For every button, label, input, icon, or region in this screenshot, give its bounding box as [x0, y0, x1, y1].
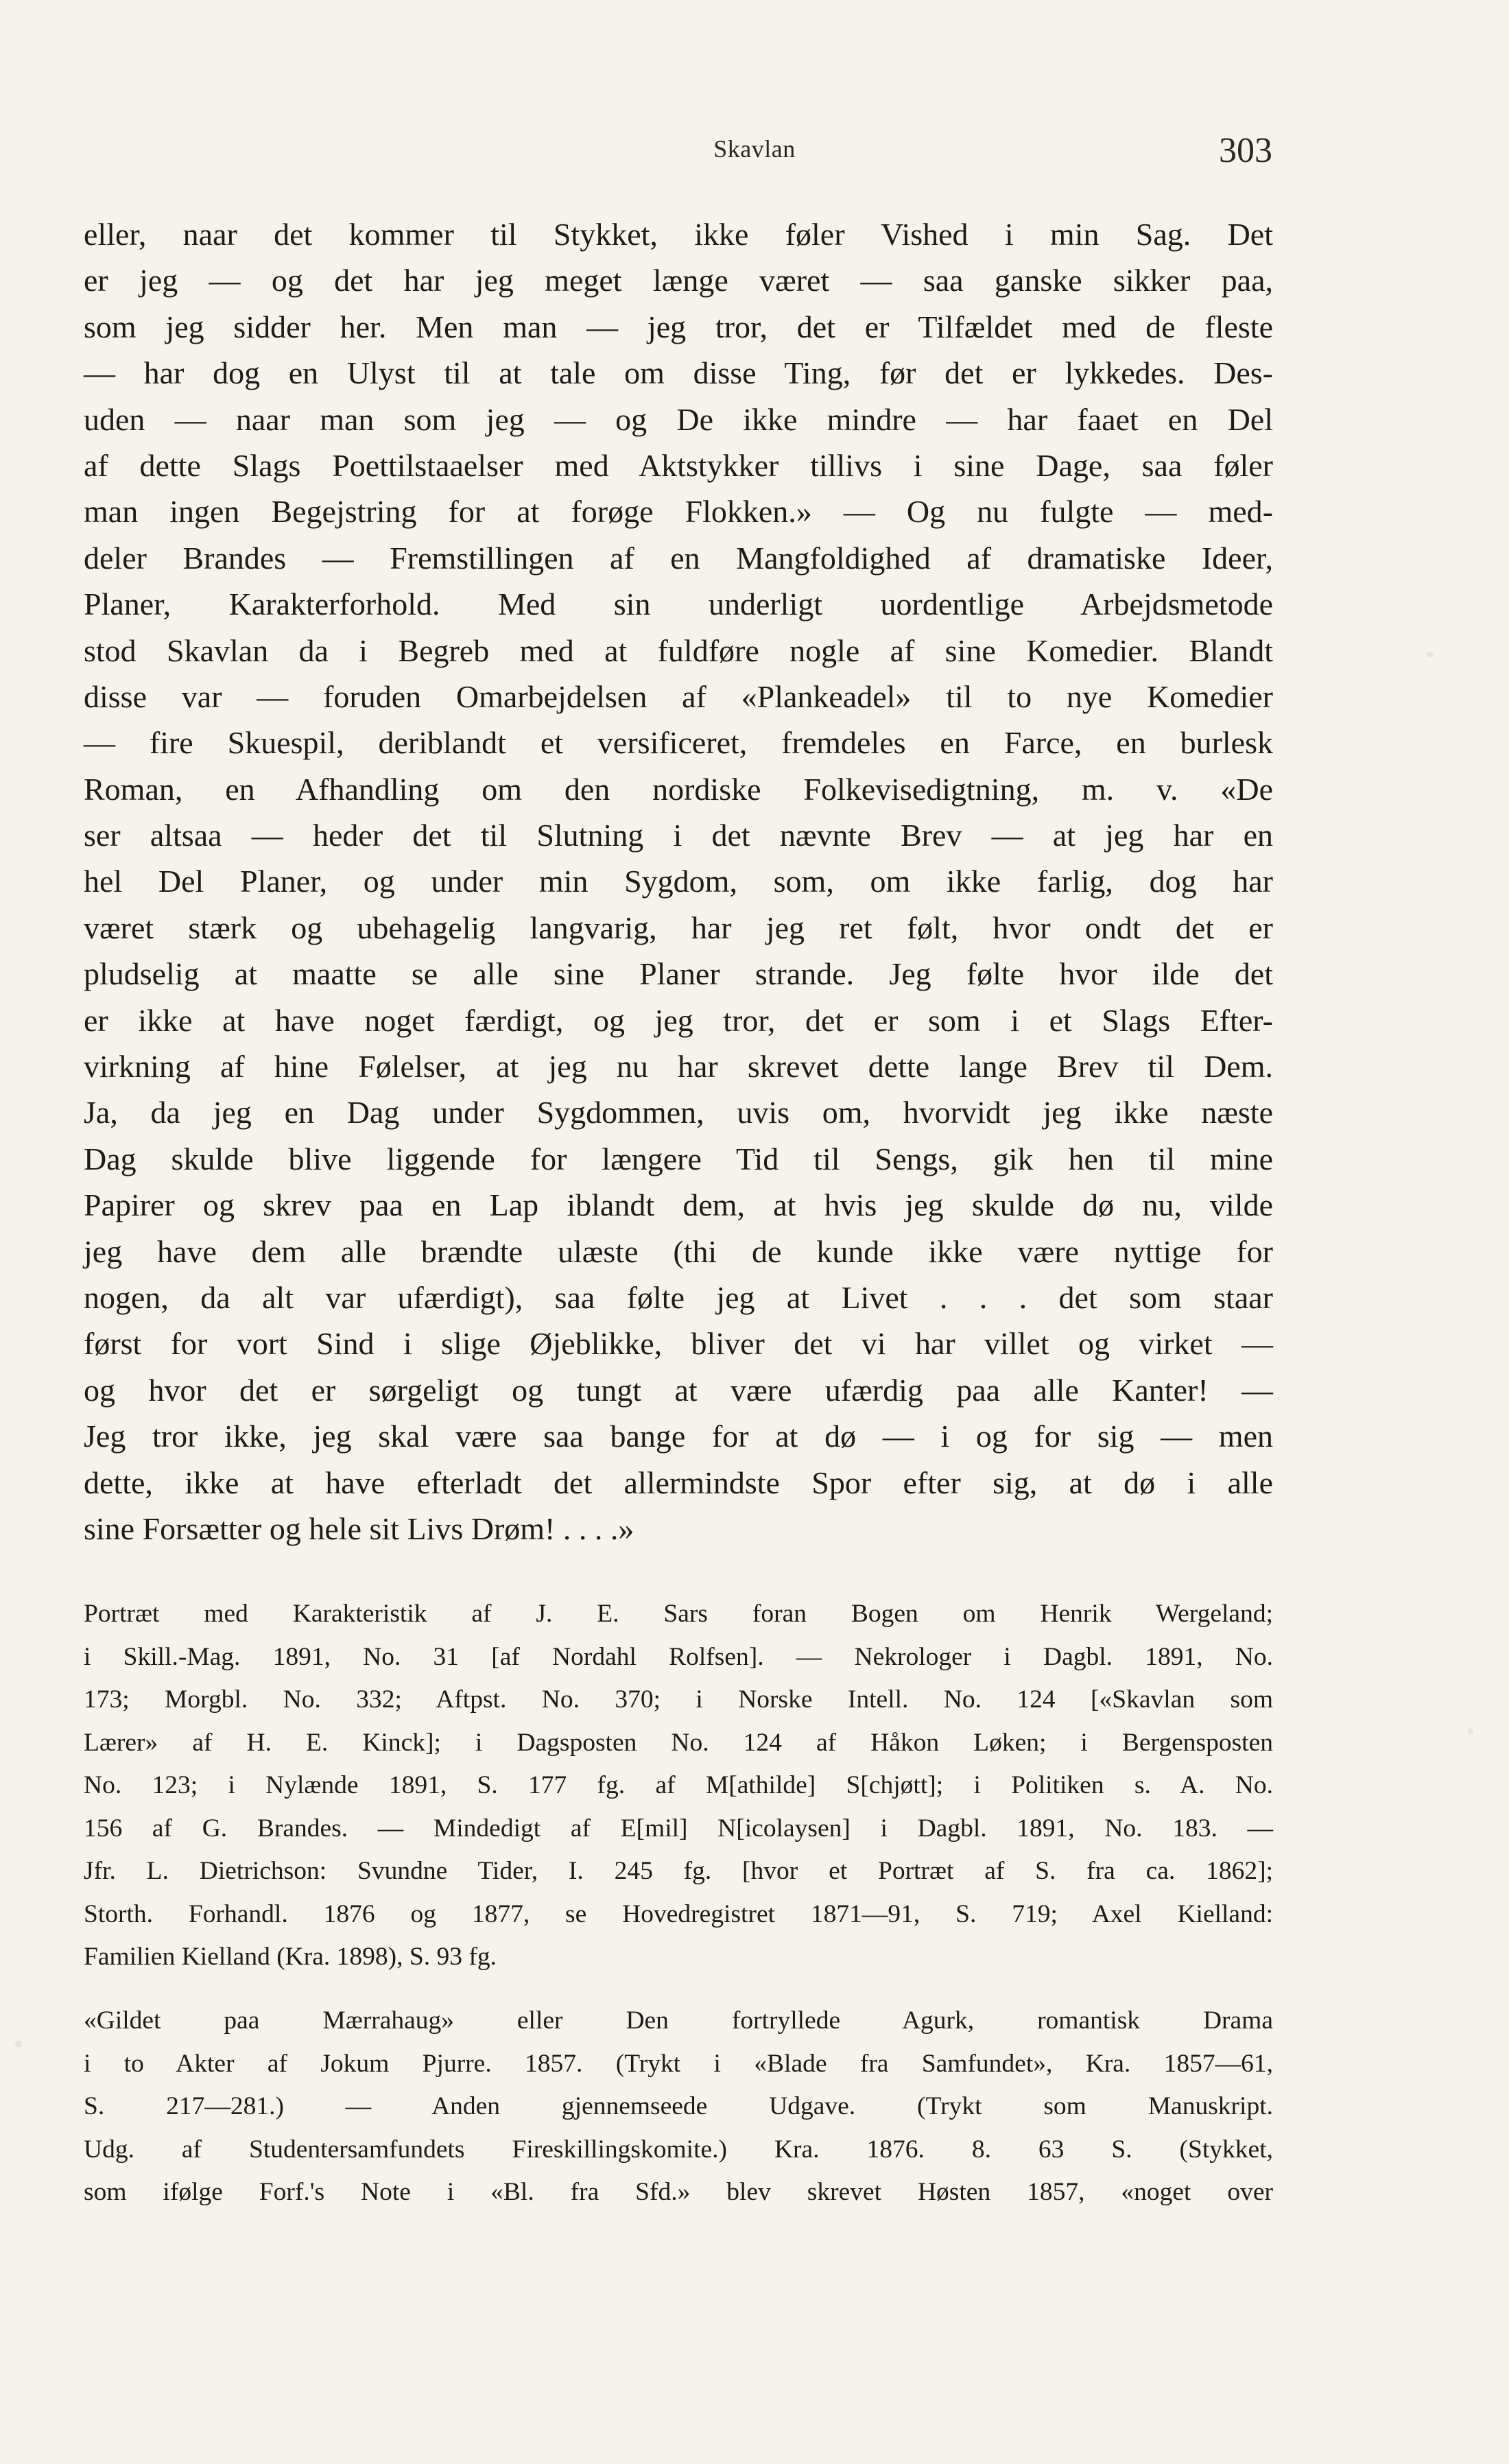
note-line: No. 123; i Nylænde 1891, S. 177 fg. af M[athilde] S[chjøtt]; i Politiken s. A. No.	[84, 1771, 1273, 1799]
text-line: eller, naar det kommer til Stykket, ikke føler Vished i min Sag. Det	[84, 217, 1273, 252]
note-line: 156 af G. Brandes. — Mindedigt af E[mil] N[icolaysen] i Dagbl. 1891, No. 183. —	[84, 1814, 1273, 1843]
note-line: i Skill.-Mag. 1891, No. 31 [af Nordahl Rolfsen]. — Nekrologer i Dagbl. 1891, No.	[84, 1642, 1273, 1671]
note-line: Storth. Forhandl. 1876 og 1877, se Hovedregistret 1871—91, S. 719; Axel Kielland:	[84, 1899, 1273, 1928]
note-line: S. 217—281.) — Anden gjennemseede Udgave. (Trykt som Manuskript.	[84, 2092, 1273, 2120]
text-line: dette, ikke at have efterladt det allermindste Spor efter sig, at dø i alle	[84, 1465, 1273, 1500]
text-line: først for vort Sind i slige Øjeblikke, bliver det vi har villet og virket —	[84, 1326, 1273, 1362]
note-line: Portræt med Karakteristik af J. E. Sars foran Bogen om Henrik Wergeland;	[84, 1600, 1273, 1628]
text-line: virkning af hine Følelser, at jeg nu har skrevet dette lange Brev til Dem.	[84, 1049, 1273, 1085]
note-line: Familien Kielland (Kra. 1898), S. 93 fg.	[84, 1943, 497, 1971]
text-line: man ingen Begejstring for at forøge Flokken.» — Og nu fulgte — med-	[84, 494, 1273, 530]
paper-spot	[15, 2041, 22, 2048]
text-line: af dette Slags Poettilstaaelser med Aktstykker tillivs i sine Dage, saa føler	[84, 447, 1273, 483]
text-line: disse var — foruden Omarbejdelsen af «Plankeadel» til to nye Komedier	[84, 678, 1273, 714]
text-line: uden — naar man som jeg — og De ikke mindre — har faaet en Del	[84, 401, 1273, 437]
text-line: som jeg sidder her. Men man — jeg tror, det er Tilfældet med de fleste	[84, 309, 1273, 344]
text-line: Planer, Karakterforhold. Med sin underligt uordentlige Arbejdsmetode	[84, 587, 1273, 622]
text-line: Papirer og skrev paa en Lap iblandt dem, at hvis jeg skulde dø nu, vilde	[84, 1187, 1273, 1223]
note-line: Jfr. L. Dietrichson: Svundne Tider, I. 245 fg. [hvor et Portræt af S. fra ca. 1862];	[84, 1857, 1273, 1885]
text-line: er jeg — og det har jeg meget længe været — saa ganske sikker paa,	[84, 263, 1273, 298]
paper-spot	[1427, 652, 1434, 657]
bibliography-portraits	[84, 1593, 1273, 1979]
text-line: Dag skulde blive liggende for længere Tid til Sengs, gik hen til mine	[84, 1141, 1273, 1176]
text-line: jeg have dem alle brændte ulæste (thi de kunde ikke være nyttige for	[84, 1233, 1273, 1269]
text-line: Roman, en Afhandling om den nordiske Folkevisedigtning, m. v. «De	[84, 771, 1273, 807]
text-line: og hvor det er sørgeligt og tungt at være ufærdig paa alle Kanter! —	[84, 1372, 1273, 1408]
text-line: stod Skavlan da i Begreb med at fuldføre nogle af sine Komedier. Blandt	[84, 632, 1273, 668]
text-line: nogen, da alt var ufærdigt), saa følte jeg at Livet . . . det som staar	[84, 1279, 1273, 1315]
text-line: været stærk og ubehagelig langvarig, har jeg ret følt, hvor ondt det er	[84, 910, 1273, 945]
text-line: er ikke at have noget færdigt, og jeg tror, det er som i et Slags Efter-	[84, 1002, 1273, 1038]
note-line: som ifølge Forf.'s Note i «Bl. fra Sfd.» blev skrevet Høsten 1857, «noget over	[84, 2178, 1273, 2206]
text-line: Ja, da jeg en Dag under Sygdommen, uvis om, hvorvidt jeg ikke næste	[84, 1095, 1273, 1130]
paper-spot	[1468, 1729, 1473, 1734]
page-number: 303	[1219, 131, 1272, 170]
note-line: 173; Morgbl. No. 332; Aftpst. No. 370; i Norske Intell. No. 124 [«Skavlan som	[84, 1685, 1273, 1714]
note-line: Lærer» af H. E. Kinck]; i Dagsposten No. 124 af Håkon Løken; i Bergensposten	[84, 1728, 1273, 1757]
running-title: Skavlan	[713, 135, 796, 163]
note-line: i to Akter af Jokum Pjurre. 1857. (Trykt i «Blade fra Samfundet», Kra. 1857—61,	[84, 2049, 1273, 2078]
note-line: «Gildet paa Mærrahaug» eller Den fortryllede Agurk, romantisk Drama	[84, 2006, 1273, 2035]
text-line: pludselig at maatte se alle sine Planer strande. Jeg følte hvor ilde det	[84, 956, 1273, 992]
bibliography-works	[84, 2000, 1273, 2214]
text-line: Jeg tror ikke, jeg skal være saa bange for at dø — i og for sig — men	[84, 1419, 1273, 1454]
note-line: Udg. af Studentersamfundets Fireskillingskomite.) Kra. 1876. 8. 63 S. (Stykket,	[84, 2135, 1273, 2164]
text-line: hel Del Planer, og under min Sygdom, som, om ikke farlig, dog har	[84, 864, 1273, 899]
text-line: deler Brandes — Fremstillingen af en Mangfoldighed af dramatiske Ideer,	[84, 540, 1273, 576]
text-line: — har dog en Ulyst til at tale om disse Ting, før det er lykkedes. Des-	[84, 355, 1273, 391]
text-line: — fire Skuespil, deriblandt et versificeret, fremdeles en Farce, en burlesk	[84, 725, 1273, 761]
text-line: sine Forsætter og hele sit Livs Drøm! . . . .»	[84, 1511, 634, 1546]
main-text-block	[84, 211, 1273, 1552]
text-line: ser altsaa — heder det til Slutning i det nævnte Brev — at jeg har en	[84, 818, 1273, 853]
